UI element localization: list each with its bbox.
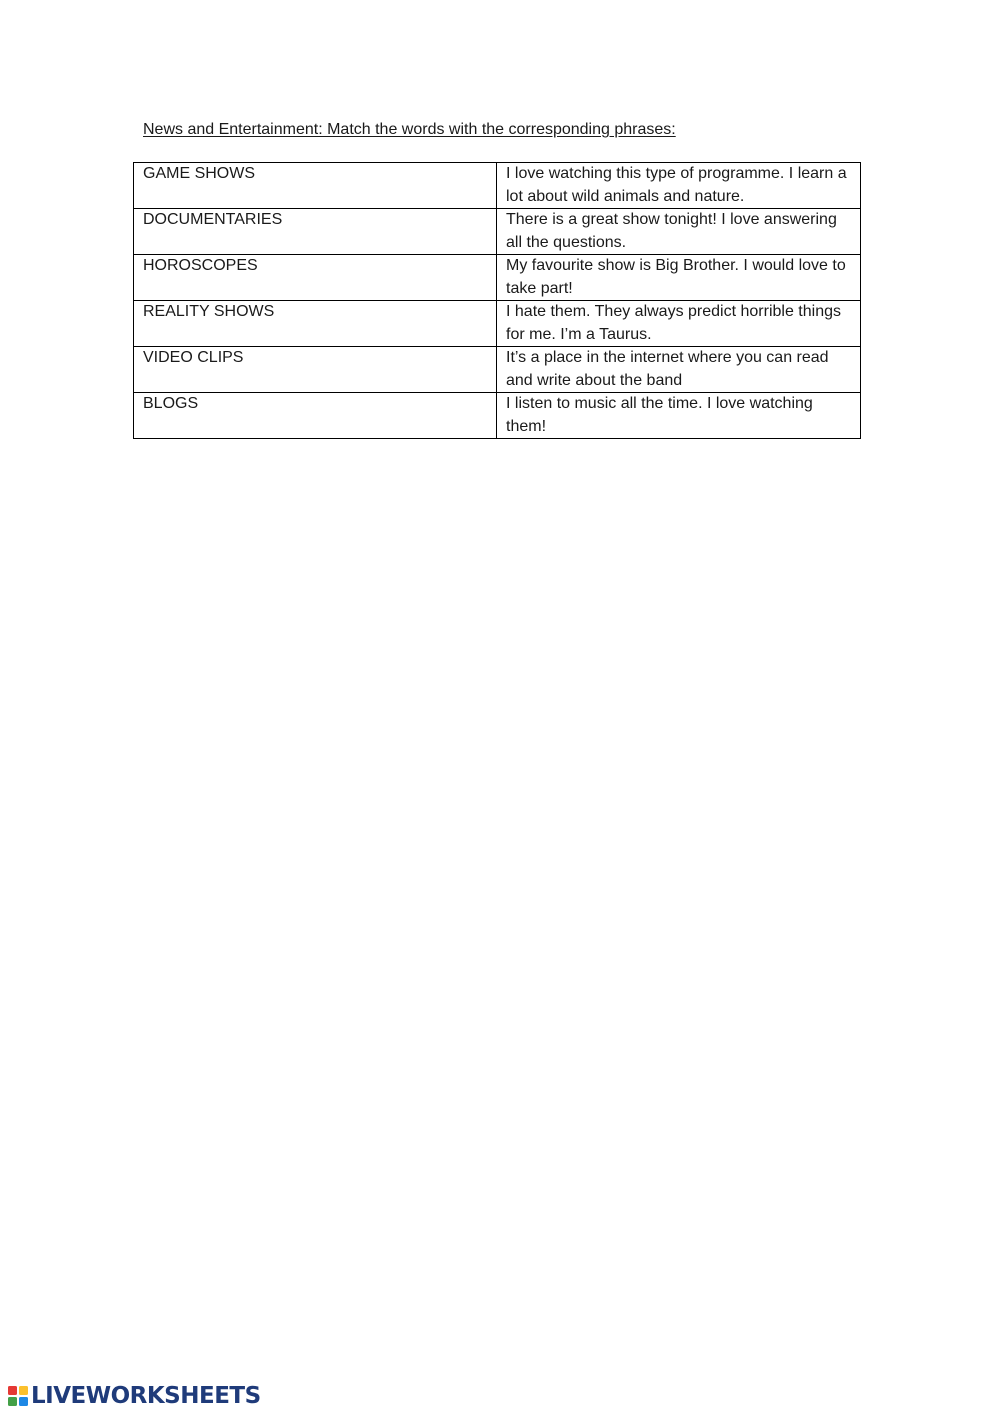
word-cell: GAME SHOWS	[134, 163, 497, 209]
liveworksheets-logo-icon	[8, 1386, 28, 1406]
liveworksheets-logo	[8, 1383, 261, 1409]
page-title: News and Entertainment: Match the words with the corresponding phrases:	[143, 121, 676, 138]
matching-table	[133, 162, 861, 439]
phrase-cell: There is a great show tonight! I love answering all the questions.	[497, 209, 861, 255]
table-row	[134, 301, 861, 347]
word-cell: VIDEO CLIPS	[134, 347, 497, 393]
brand-name: LIVEWORKSHEETS	[31, 1383, 261, 1409]
phrase-cell: My favourite show is Big Brother. I would love to take part!	[497, 255, 861, 301]
table-row	[134, 209, 861, 255]
phrase-cell: I love watching this type of programme. I learn a lot about wild animals and nature.	[497, 163, 861, 209]
table-row	[134, 255, 861, 301]
phrase-cell: I hate them. They always predict horrible things for me. I’m a Taurus.	[497, 301, 861, 347]
table-row	[134, 393, 861, 439]
phrase-cell: It’s a place in the internet where you can read and write about the band	[497, 347, 861, 393]
word-cell: REALITY SHOWS	[134, 301, 497, 347]
table-row	[134, 163, 861, 209]
word-cell: BLOGS	[134, 393, 497, 439]
word-cell: HOROSCOPES	[134, 255, 497, 301]
table-row	[134, 347, 861, 393]
phrase-cell: I listen to music all the time. I love watching them!	[497, 393, 861, 439]
word-cell: DOCUMENTARIES	[134, 209, 497, 255]
